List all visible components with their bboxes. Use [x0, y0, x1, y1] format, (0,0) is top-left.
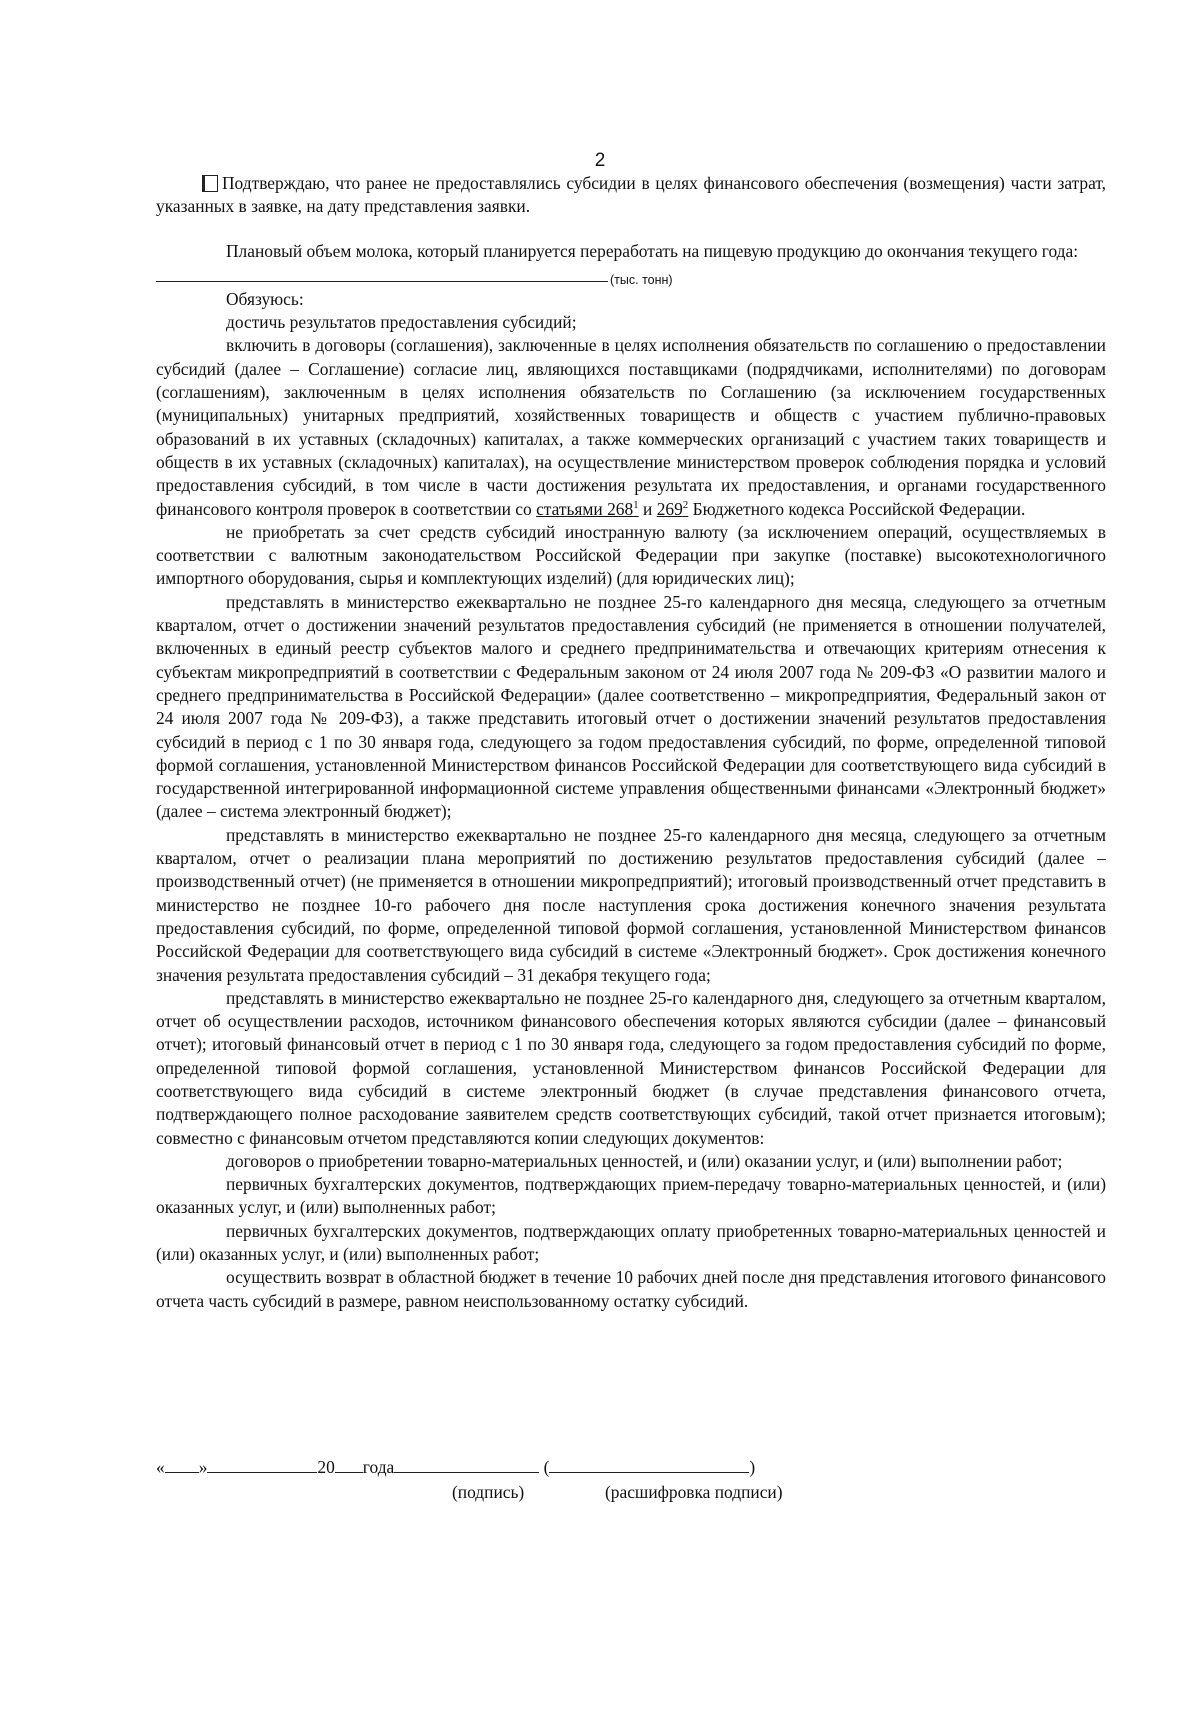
planned-volume-unit: (тыс. тонн): [610, 272, 673, 287]
document-item-payment-docs: первичных бухгалтерских документов, подтверждающих оплату приобретенных товарно-материальных ценностей и (или) оказанных услуг, и (или) выполненных работ;: [156, 1220, 1106, 1265]
obligation-item-currency: не приобретать за счет средств субсидий иностранную валюту (за исключением операций, осуществляемых в соответствии с валютным законодательством Российской Федерации при закупке (поставке) высокотехнологичного импортного оборудования, сырья и комплектующих изделий) (для юридических лиц);: [156, 521, 1106, 589]
confirmation-checkbox[interactable]: [202, 175, 218, 192]
obligation-heading: Обязуюсь:: [226, 288, 304, 309]
confirmation-paragraph: [156, 172, 1106, 219]
article-link-2-sup: 2: [682, 498, 689, 511]
obligation-item-refund: осуществить возврат в областной бюджет в течение 10 рабочих дней после дня представления итогового финансового отчета часть субсидий в размере, равном неиспользованному остатку субсидий.: [156, 1267, 1106, 1311]
day-field[interactable]: [165, 1456, 199, 1473]
document-body: [156, 172, 1106, 1313]
planned-volume-blank[interactable]: [156, 281, 608, 282]
conjunction: и: [643, 498, 653, 519]
signature-block: [156, 1456, 856, 1516]
signature-caption: (подпись): [452, 1482, 525, 1502]
budget-code-article-link-2[interactable]: [657, 499, 689, 519]
signature-field[interactable]: [394, 1456, 539, 1473]
decoding-caption: (расшифровка подписи): [605, 1482, 783, 1502]
obligation-item-results-report: представлять в министерство ежеквартально не позднее 25-го календарного дня месяца, следующего за отчетным кварталом, отчет о достижении значений результатов предоставления субсидий (не применяется в отношении получателей, включенных в единый реестр субъектов малого и среднего предпринимательства и отвечающих критериям отнесения к субъектам микропредприятий в соответствии с Федеральным законом от 24 июля 2007 года № 209-ФЗ «О развитии малого и среднего предпринимательства в Российской Федерации» (далее соответственно – микропредприятия, Федеральный закон от 24 июля 2007 года № 209-ФЗ), а также представить итоговый отчет о достижении значений результатов предоставления субсидий в период с 1 по 30 января года, следующего за годом предоставления субсидий, по форме, определенной типовой формой соглашения, установленной Министерством финансов Российской Федерации для соответствующего вида субсидий в государственной интегрированной информационной системе управления общественными финансами «Электронный бюджет» (далее – система электронный бюджет);: [156, 591, 1106, 822]
obligation-item-contracts: [156, 334, 1106, 520]
confirmation-text: Подтверждаю, что ранее не предоставлялись субсидии в целях финансового обеспечения (возмещения) части затрат, указанных в заявке, на дату представления заявки.: [156, 173, 1106, 217]
page-number: 2: [594, 150, 606, 171]
article-link-1-sup: 1: [633, 498, 639, 511]
obligation-item-production-report: представлять в министерство ежеквартально не позднее 25-го календарного дня месяца, следующего за отчетным кварталом, отчет о реализации плана мероприятий по достижению результатов предоставления субсидий (далее – производственный отчет) (не применяется в отношении микропредприятий); итоговый производственный отчет представить в министерство не позднее 10-го рабочего дня после наступления срока достижения конечного значения результата предоставления субсидий, по форме, определенной типовой формой соглашения, установленной Министерством финансов Российской Федерации для соответствующего вида субсидий в системе «Электронный бюджет». Срок достижения конечного значения результата предоставления субсидий – 31 декабря текущего года;: [156, 824, 1106, 985]
budget-code-article-link-1[interactable]: [536, 499, 639, 519]
year-field[interactable]: [335, 1456, 363, 1473]
planned-volume-label: Плановый объем молока, который планируется переработать на пищевую продукцию до окончания текущего года:: [226, 240, 1079, 261]
document-item-transfer-docs: первичных бухгалтерских документов, подтверждающих прием-передачу товарно-материальных ценностей, и (или) оказанных услуг, и (или) выполненных работ;: [156, 1174, 1106, 1218]
year-prefix: 20: [317, 1457, 335, 1477]
obligation-contracts-text: включить в договоры (соглашения), заключенные в целях исполнения обязательств по соглашению о предоставлении субсидий (далее – Соглашение) согласие лиц, являющихся поставщиками (подрядчиками, исполнителями) по договорам (соглашениям), заключенным в целях исполнения обязательств по Соглашению (за исключением государственных (муниципальных) унитарных предприятий, хозяйственных товариществ и обществ с участием публично-правовых образований в их уставных (складочных) капиталах, а также коммерческих организаций с участием таких товариществ и обществ в их уставных (складочных) капиталах), на осуществление министерством проверок соблюдения порядка и условий предоставления субсидий, в том числе в части достижения результата их предоставления, и органами государственного финансового контроля проверок в соответствии со: [156, 335, 1106, 519]
date-quote-close: »: [198, 1457, 208, 1477]
decoding-paren-open: (: [543, 1457, 550, 1477]
document-item-contracts: договоров о приобретении товарно-материальных ценностей, и (или) оказании услуг, и (или) выполнении работ;: [226, 1150, 1063, 1171]
date-quote-open: «: [156, 1457, 165, 1477]
article-link-2-text: 269: [656, 498, 683, 519]
month-field[interactable]: [207, 1456, 317, 1473]
spacer: [156, 219, 1106, 240]
year-suffix: года: [362, 1457, 395, 1477]
article-link-1-text: статьями 268: [536, 498, 634, 519]
planned-volume-field[interactable]: [156, 265, 1106, 288]
obligation-item-results: достичь результатов предоставления субсидий;: [226, 312, 577, 333]
signature-row: [156, 1456, 755, 1478]
obligation-item-financial-report: представлять в министерство ежеквартально не позднее 25-го календарного дня, следующего за отчетным кварталом, отчет об осуществлении расходов, источником финансового обеспечения которых являются субсидии (далее – финансовый отчет); итоговый финансовый отчет в период с 1 по 30 января года, следующего за годом предоставления субсидий по форме, определенной типовой формой соглашения, установленной Министерством финансов Российской Федерации для соответствующего вида субсидий в системе электронный бюджет (в случае представления финансового отчета, подтверждающего полное расходование заявителем средств соответствующих субсидий, такой отчет признается итоговым); совместно с финансовым отчетом представляются копии следующих документов:: [156, 987, 1106, 1148]
decoding-paren-close: ): [749, 1457, 756, 1477]
decoding-field[interactable]: [549, 1456, 749, 1473]
obligation-contracts-tail: Бюджетного кодекса Российской Федерации.: [692, 498, 1026, 519]
